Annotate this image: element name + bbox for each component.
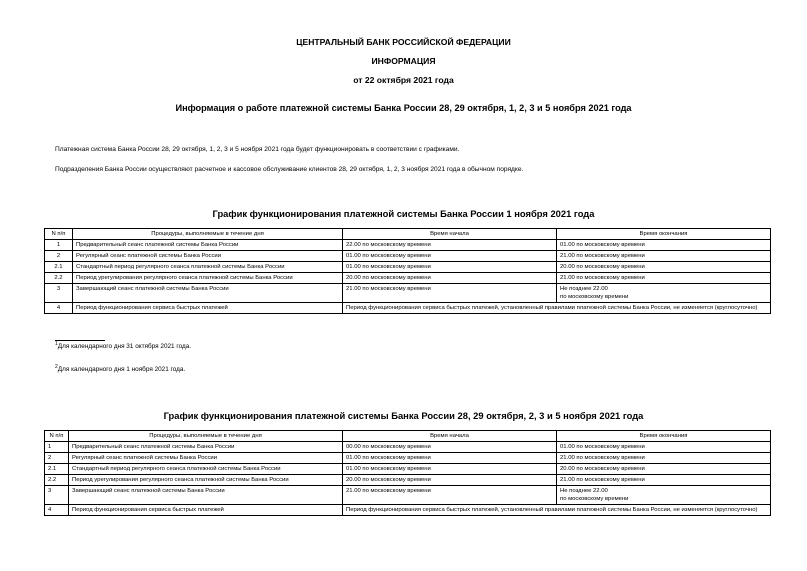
footnote-mark-2: 2 [55, 363, 58, 370]
row-num: 2 [45, 453, 69, 464]
schedule-2-title: График функционирования платежной системы Банка России 28, 29 октября, 2, 3 и 5 ноября 2021 года [163, 410, 644, 421]
row-procedure: Стандартный период регулярного сеанса платежной системы Банка России [69, 464, 343, 475]
row-procedure: Предварительный сеанс платежной системы Банка России [73, 240, 343, 251]
row-start-time: Период функционирования сервиса быстрых платежей, установленный правилами платежной системы Банка России, не изменяется (круглосуточно) [343, 505, 771, 516]
table-row [45, 486, 771, 505]
table-row [45, 251, 771, 262]
table-row [45, 442, 771, 453]
row-start-time: 21.00 по московскому времени [343, 284, 557, 303]
doc-title: Информация о работе платежной системы Банка России 28, 29 октября, 1, 2, 3 и 5 ноября 2021 года [175, 103, 632, 113]
row-end-time: 01.00 по московскому времени [557, 442, 771, 453]
row-start-time: Период функционирования сервиса быстрых платежей, установленный правилами платежной системы Банка России, не изменяется (круглосуточно) [343, 303, 771, 314]
row-num: 2 [45, 251, 73, 262]
row-start-time: 01.00 по московскому времени [343, 453, 557, 464]
row-end-time: Не позднее 22.00 по московскому времени [557, 486, 771, 505]
row-start-time: 21.00 по московскому времени [343, 486, 557, 505]
row-start-time: 01.00 по московскому времени [343, 262, 557, 273]
row-end-time: 21.00 по московскому времени [557, 453, 771, 464]
footnote-2-text: Для календарного дня 1 ноября 2021 года. [57, 366, 186, 373]
col-header-procedure: Процедуры, выполняемые в течение дня [73, 229, 343, 240]
schedule-1-title: График функционирования платежной системы Банка России 1 ноября 2021 года [212, 208, 595, 219]
table-header-row [45, 431, 771, 442]
table-row [45, 284, 771, 303]
table-row [45, 262, 771, 273]
doc-date: от 22 октября 2021 года [353, 75, 454, 85]
footnote-1-text: Для календарного дня 31 октября 2021 года. [57, 343, 192, 350]
col-header-num: N п/п [45, 431, 69, 442]
row-procedure: Стандартный период регулярного сеанса платежной системы Банка России [73, 262, 343, 273]
paragraph-2: Подразделения Банка России осуществляют расчетное и кассовое обслуживание клиентов 28, 29 октября, 1, 2, 3 ноября 2021 года в обычном порядке. [55, 166, 524, 173]
row-end-time: 01.00 по московскому времени [557, 240, 771, 251]
table-row [45, 240, 771, 251]
doc-type: ИНФОРМАЦИЯ [371, 56, 436, 66]
row-procedure: Предварительный сеанс платежной системы Банка России [69, 442, 343, 453]
row-procedure: Период функционирования сервиса быстрых платежей [69, 505, 343, 516]
row-num: 4 [45, 505, 69, 516]
table-row [45, 303, 771, 314]
col-header-procedure: Процедуры, выполняемые в течение дня [69, 431, 343, 442]
row-num: 3 [45, 486, 69, 505]
table-header-row [45, 229, 771, 240]
row-end-time: 21.00 по московскому времени [557, 273, 771, 284]
row-start-time: 20.00 по московскому времени [343, 273, 557, 284]
row-num: 1 [45, 442, 69, 453]
row-end-time: 21.00 по московскому времени [557, 475, 771, 486]
row-num: 2.2 [45, 475, 69, 486]
row-procedure: Завершающий сеанс платежной системы Банка России [73, 284, 343, 303]
org-name: ЦЕНТРАЛЬНЫЙ БАНК РОССИЙСКОЙ ФЕДЕРАЦИИ [296, 37, 511, 47]
row-end-time: 21.00 по московскому времени [557, 251, 771, 262]
row-procedure: Регулярный сеанс платежной системы Банка России [73, 251, 343, 262]
footnote-1 [55, 340, 192, 350]
row-num: 4 [45, 303, 73, 314]
row-procedure: Период урегулирования регулярного сеанса платежной системы Банка России [69, 475, 343, 486]
row-procedure: Регулярный сеанс платежной системы Банка России [69, 453, 343, 464]
paragraph-1: Платежная система Банка России 28, 29 октября, 1, 2, 3 и 5 ноября 2021 года будет функционировать в соответствии с графиками. [55, 146, 460, 153]
row-num: 2.1 [45, 262, 73, 273]
table-row [45, 475, 771, 486]
row-end-time: 20.00 по московскому времени [557, 262, 771, 273]
row-start-time: 00.00 по московскому времени [343, 442, 557, 453]
row-num: 2.1 [45, 464, 69, 475]
row-end-time: 20.00 по московскому времени [557, 464, 771, 475]
col-header-start: Время начала [343, 229, 557, 240]
schedule-1-table [44, 228, 771, 314]
row-procedure: Завершающий сеанс платежной системы Банка России [69, 486, 343, 505]
table-row [45, 505, 771, 516]
footnote-mark-1: 1 [55, 340, 58, 347]
table-row [45, 273, 771, 284]
row-end-time: Не позднее 22.00 по московскому времени [557, 284, 771, 303]
row-start-time: 01.00 по московскому времени [343, 251, 557, 262]
table-row [45, 464, 771, 475]
col-header-end: Время окончания [557, 431, 771, 442]
row-procedure: Период функционирования сервиса быстрых платежей [73, 303, 343, 314]
col-header-num: N п/п [45, 229, 73, 240]
schedule-2-table [44, 430, 771, 516]
table-row [45, 453, 771, 464]
row-num: 2.2 [45, 273, 73, 284]
col-header-end: Время окончания [557, 229, 771, 240]
col-header-start: Время начала [343, 431, 557, 442]
footnote-divider [55, 340, 105, 341]
row-start-time: 20.00 по московскому времени [343, 475, 557, 486]
row-num: 3 [45, 284, 73, 303]
row-num: 1 [45, 240, 73, 251]
row-procedure: Период урегулирования регулярного сеанса платежной системы Банка России [73, 273, 343, 284]
row-start-time: 22.00 по московскому времени [343, 240, 557, 251]
footnote-2 [55, 363, 186, 373]
row-start-time: 01.00 по московскому времени [343, 464, 557, 475]
